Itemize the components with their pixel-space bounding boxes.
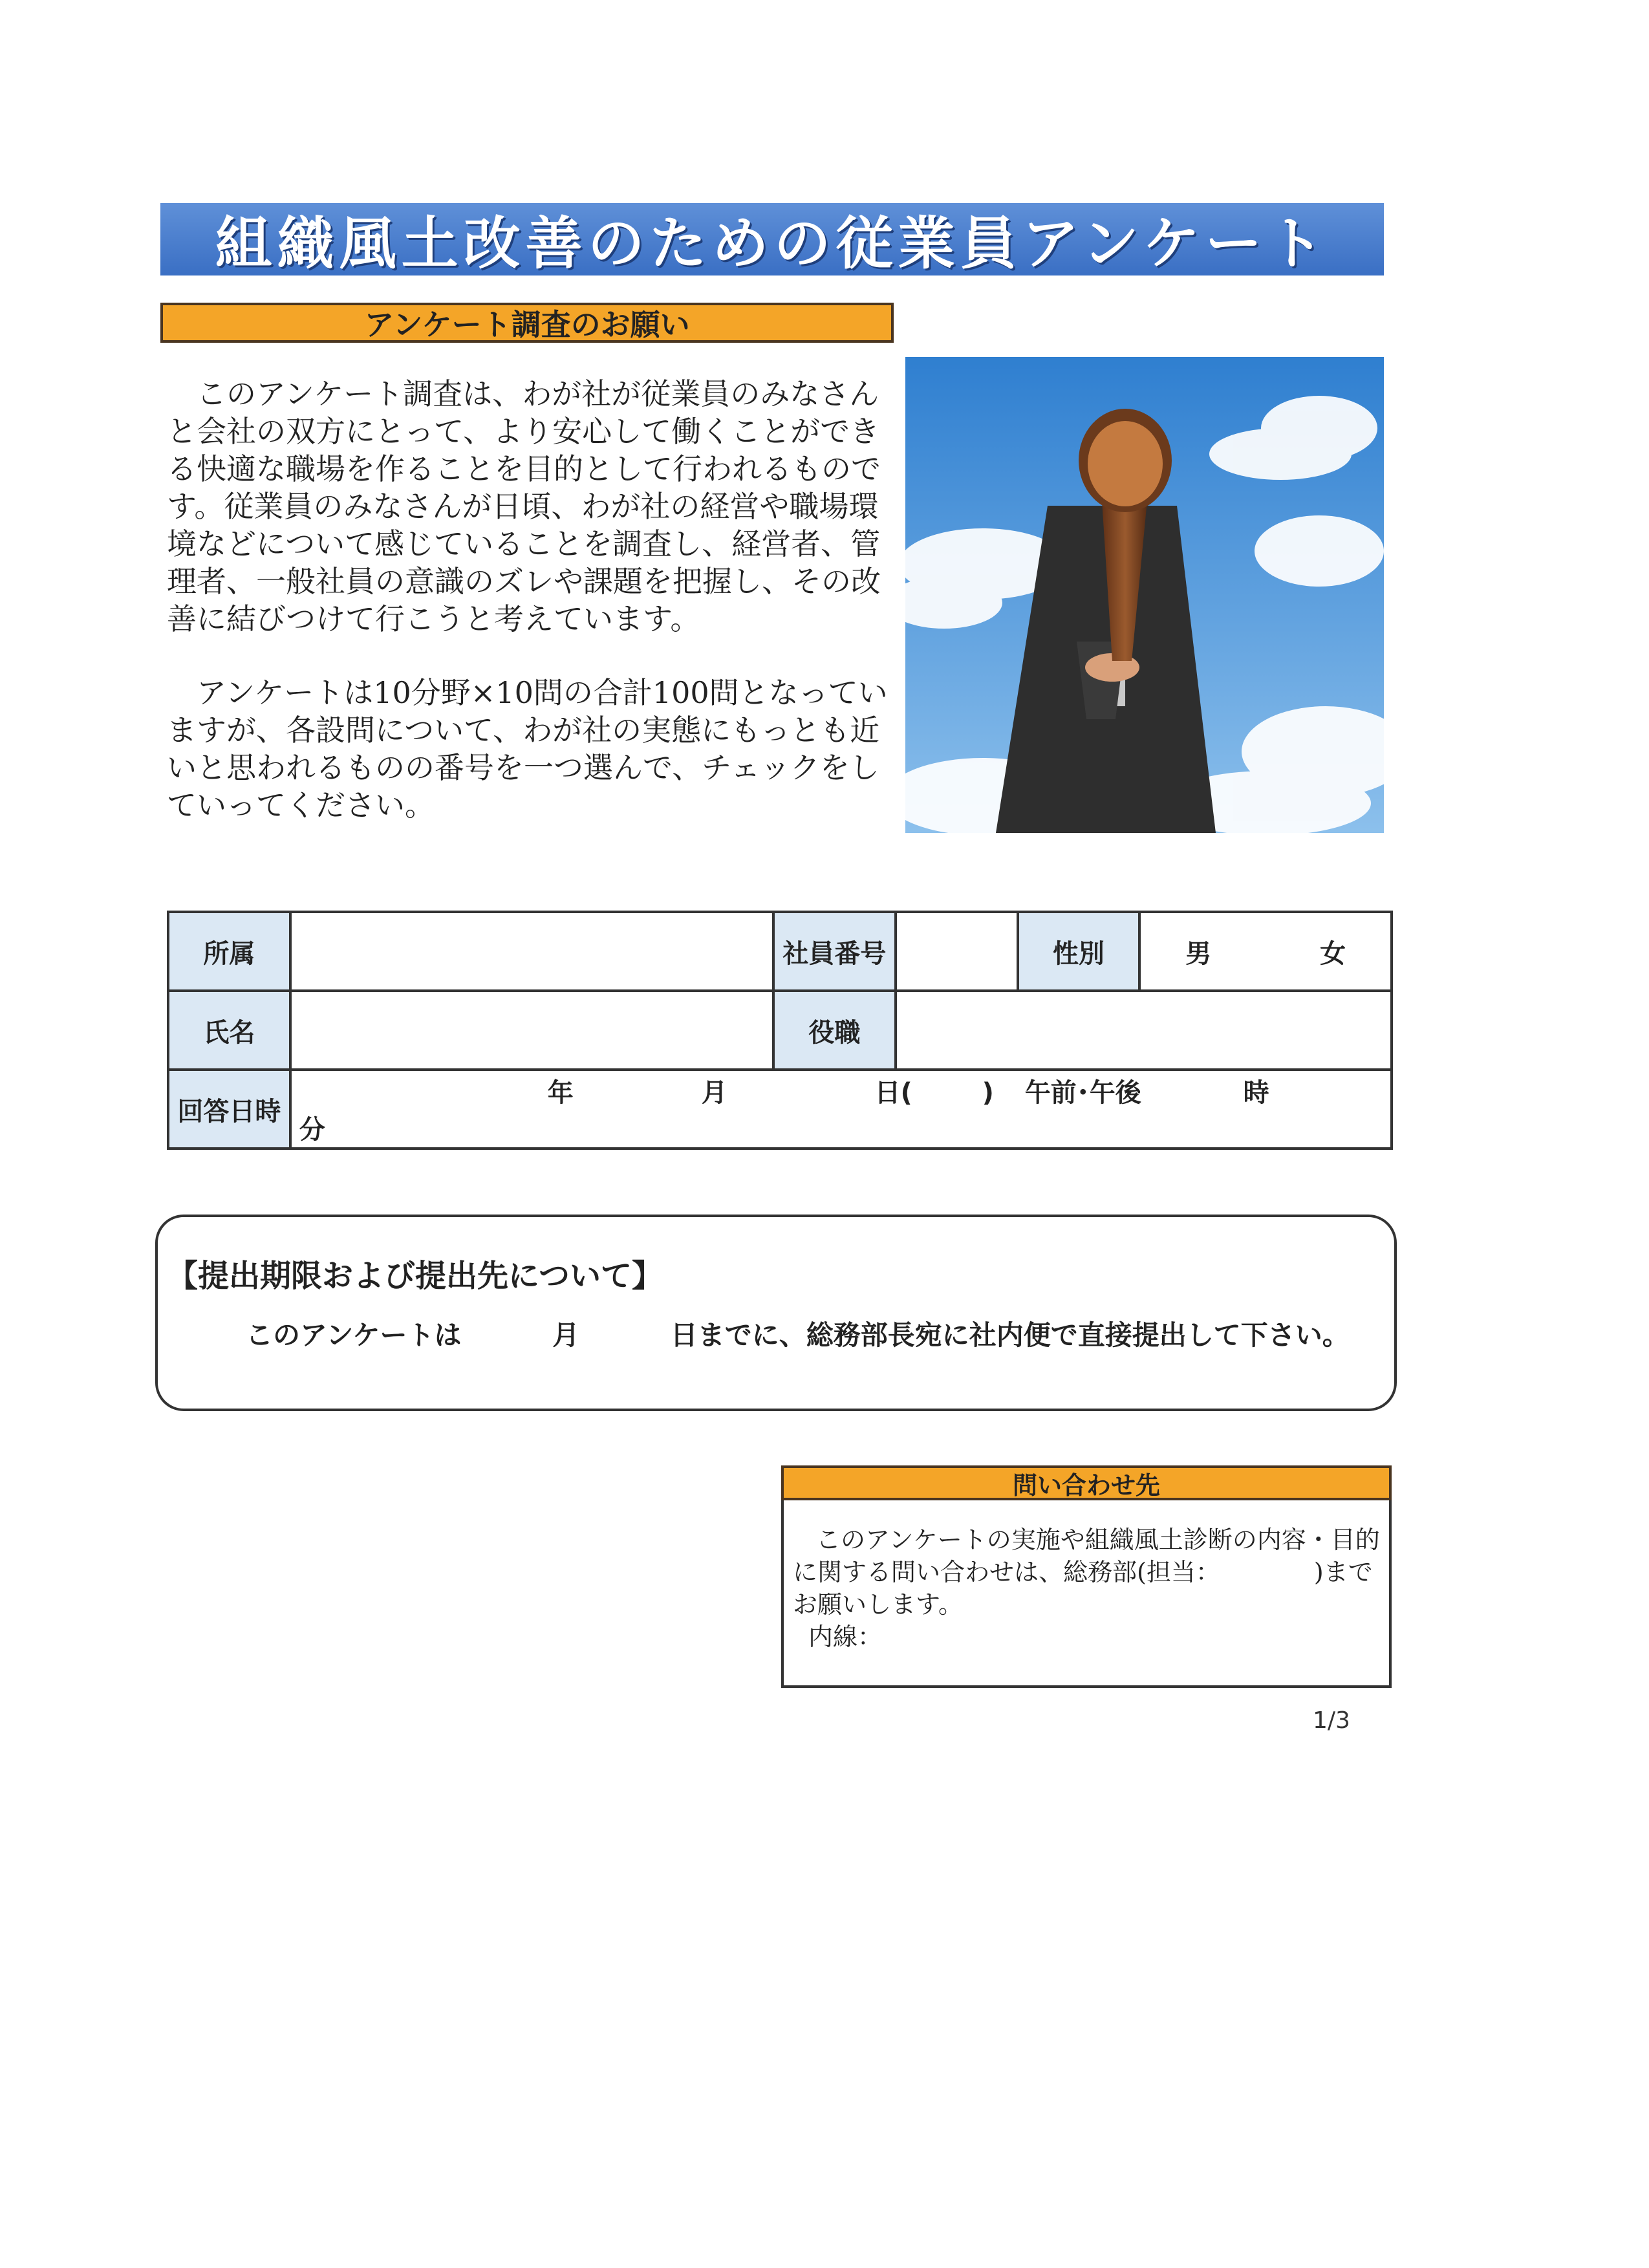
contact-body: [781, 1500, 1392, 1688]
employee-no-label: 社員番号: [773, 912, 896, 991]
day-label: 日(: [874, 1078, 912, 1108]
intro-paragraph-1: このアンケート調査は、わが社が従業員のみなさんと会社の双方にとって、より安心して働くことができる快適な職場を作ることを目的として行われるものです。従業員のみなさんが日頃、わが社の経営や職場環境などについて感じていることを調査し、経営者、管理者、一般社員の意識のズレや課題を把握し、その改善に結びつけて行こうと考えています。: [167, 376, 881, 636]
gender-female-option[interactable]: 女: [1320, 938, 1346, 969]
page-number: 1/3: [1313, 1707, 1350, 1734]
employee-no-field[interactable]: [896, 912, 1018, 991]
intro-text: [167, 375, 891, 860]
deadline-text: このアンケートは 月 日までに、総務部長宛に社内便で直接提出して下さい。: [246, 1319, 1350, 1351]
contact-heading: 問い合わせ先: [781, 1465, 1392, 1500]
day-close-label: ): [982, 1078, 994, 1108]
answer-datetime-label: 回答日時: [168, 1070, 290, 1149]
position-field[interactable]: [896, 991, 1392, 1070]
affiliation-label: 所属: [168, 912, 290, 991]
gender-field[interactable]: [1139, 912, 1392, 991]
position-label: 役職: [773, 991, 896, 1070]
contact-line-1: このアンケートの実施や組織風土診断の内容・目的: [816, 1526, 1380, 1554]
minute-label: 分: [299, 1115, 325, 1145]
month-label: 月: [701, 1078, 727, 1108]
gender-label: 性別: [1018, 912, 1140, 991]
contact-line-4: 内線：: [808, 1623, 883, 1651]
year-label: 年: [547, 1078, 574, 1108]
page-title: 組織風土改善のための従業員アンケート: [215, 210, 1330, 277]
ampm-label: 午前･午後: [1024, 1078, 1141, 1108]
contact-line-2: に関する問い合わせは、総務部(担当： )まで: [793, 1558, 1373, 1586]
deadline-title: 【提出期限および提出先について】: [167, 1258, 663, 1294]
affiliation-field[interactable]: [290, 912, 773, 991]
name-label: 氏名: [168, 991, 290, 1070]
intro-paragraph-2: アンケートは10分野×10問の合計100問となっていますが、各設問について、わが社の実態にもっとも近いと思われるものの番号を一つ選んで、チェックをしていってください。: [167, 675, 888, 823]
contact-line-3: お願いします。: [793, 1590, 963, 1619]
answer-datetime-field[interactable]: [290, 1070, 1392, 1149]
hour-label: 時: [1243, 1078, 1269, 1108]
gender-male-option[interactable]: 男: [1185, 938, 1212, 969]
respondent-form: [167, 911, 1393, 1150]
section-heading: アンケート調査のお願い: [160, 303, 894, 343]
deadline-box: [155, 1215, 1397, 1411]
name-field[interactable]: [290, 991, 773, 1070]
megaphone-photo: [905, 357, 1384, 833]
title-bar: [160, 203, 1384, 275]
